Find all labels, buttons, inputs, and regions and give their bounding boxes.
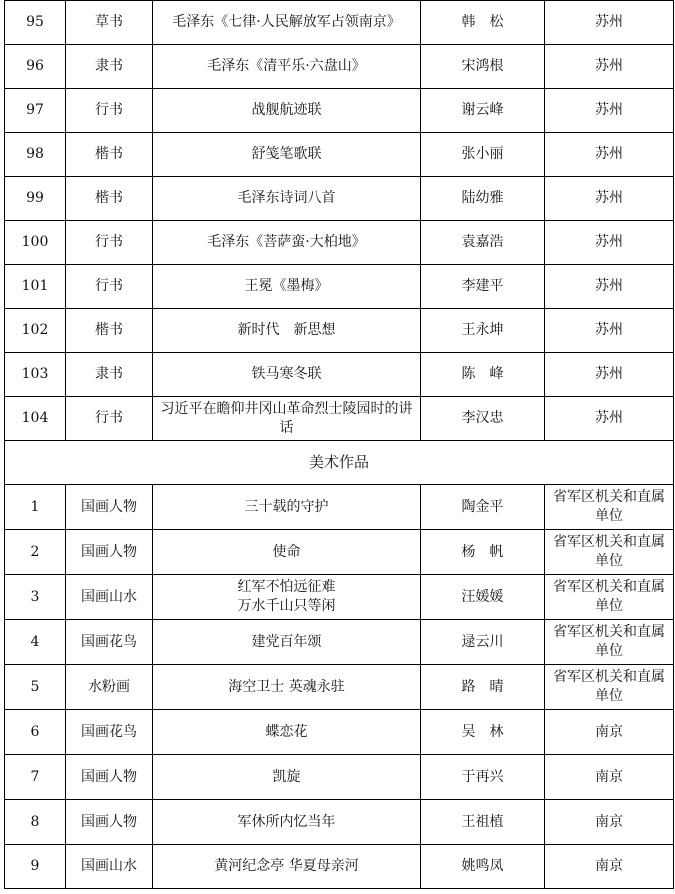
cell-author: 路 晴 — [421, 665, 545, 710]
cell-number: 95 — [5, 1, 66, 45]
table-row — [5, 309, 674, 353]
cell-number: 1 — [5, 485, 66, 530]
cell-region: 苏州 — [545, 89, 674, 133]
cell-region: 南京 — [545, 845, 674, 889]
cell-region: 苏州 — [545, 133, 674, 177]
cell-region: 南京 — [545, 755, 674, 800]
cell-category: 行书 — [66, 397, 153, 441]
cell-author: 王永坤 — [421, 309, 545, 353]
cell-region: 南京 — [545, 710, 674, 755]
cell-title: 凯旋 — [153, 755, 421, 800]
cell-number: 97 — [5, 89, 66, 133]
cell-region: 苏州 — [545, 177, 674, 221]
section-header-row — [5, 441, 674, 485]
table-row — [5, 755, 674, 800]
cell-category: 国画人物 — [66, 530, 153, 575]
table-row — [5, 1, 674, 45]
cell-author: 于再兴 — [421, 755, 545, 800]
cell-number: 99 — [5, 177, 66, 221]
cell-author: 杨 帆 — [421, 530, 545, 575]
cell-number: 7 — [5, 755, 66, 800]
cell-category: 国画山水 — [66, 575, 153, 620]
table-row — [5, 353, 674, 397]
cell-category: 楷书 — [66, 133, 153, 177]
cell-number: 9 — [5, 845, 66, 889]
cell-region: 苏州 — [545, 45, 674, 89]
cell-author: 姚鸣凤 — [421, 845, 545, 889]
cell-author: 逯云川 — [421, 620, 545, 665]
cell-region: 苏州 — [545, 1, 674, 45]
cell-author: 韩 松 — [421, 1, 545, 45]
cell-title: 海空卫士 英魂永驻 — [153, 665, 421, 710]
cell-title: 毛泽东《菩萨蛮·大柏地》 — [153, 221, 421, 265]
cell-title: 毛泽东诗词八首 — [153, 177, 421, 221]
cell-title: 毛泽东《七律·人民解放军占领南京》 — [153, 1, 421, 45]
table-row — [5, 485, 674, 530]
cell-author: 宋鸿根 — [421, 45, 545, 89]
cell-author: 张小丽 — [421, 133, 545, 177]
cell-region: 南京 — [545, 800, 674, 845]
cell-category: 行书 — [66, 221, 153, 265]
cell-title: 三十载的守护 — [153, 485, 421, 530]
cell-title: 王冕《墨梅》 — [153, 265, 421, 309]
cell-category: 国画人物 — [66, 755, 153, 800]
cell-title: 红军不怕远征难 万水千山只等闲 — [153, 575, 421, 620]
cell-number: 5 — [5, 665, 66, 710]
table-row — [5, 177, 674, 221]
cell-number: 103 — [5, 353, 66, 397]
cell-region: 省军区机关和直属单位 — [545, 485, 674, 530]
cell-author: 袁嘉浩 — [421, 221, 545, 265]
cell-region: 苏州 — [545, 397, 674, 441]
cell-category: 国画山水 — [66, 845, 153, 889]
art-section — [5, 485, 674, 889]
table-row — [5, 845, 674, 889]
cell-number: 2 — [5, 530, 66, 575]
cell-author: 陈 峰 — [421, 353, 545, 397]
table-row — [5, 45, 674, 89]
table-row — [5, 800, 674, 845]
table-row — [5, 89, 674, 133]
cell-title: 铁马寒冬联 — [153, 353, 421, 397]
cell-category: 楷书 — [66, 177, 153, 221]
cell-number: 6 — [5, 710, 66, 755]
cell-category: 行书 — [66, 265, 153, 309]
table-row — [5, 221, 674, 265]
cell-region: 苏州 — [545, 353, 674, 397]
cell-category: 国画花鸟 — [66, 620, 153, 665]
cell-title: 军休所内忆当年 — [153, 800, 421, 845]
cell-title: 毛泽东《清平乐·六盘山》 — [153, 45, 421, 89]
cell-author: 汪媛媛 — [421, 575, 545, 620]
calligraphy-section — [5, 1, 674, 441]
table-row — [5, 265, 674, 309]
table-row — [5, 133, 674, 177]
cell-category: 行书 — [66, 89, 153, 133]
cell-title: 建党百年颂 — [153, 620, 421, 665]
section-title: 美术作品 — [5, 441, 674, 485]
cell-number: 4 — [5, 620, 66, 665]
cell-author: 李汉忠 — [421, 397, 545, 441]
cell-author: 谢云峰 — [421, 89, 545, 133]
cell-title: 使命 — [153, 530, 421, 575]
cell-category: 隶书 — [66, 45, 153, 89]
cell-region: 苏州 — [545, 221, 674, 265]
cell-number: 100 — [5, 221, 66, 265]
cell-region: 省军区机关和直属单位 — [545, 575, 674, 620]
cell-title: 舒笺笔歌联 — [153, 133, 421, 177]
cell-number: 98 — [5, 133, 66, 177]
cell-title: 新时代 新思想 — [153, 309, 421, 353]
cell-region: 省军区机关和直属单位 — [545, 620, 674, 665]
cell-category: 国画人物 — [66, 485, 153, 530]
art-section-heading — [5, 441, 674, 485]
cell-title: 习近平在瞻仰井冈山革命烈士陵园时的讲话 — [153, 397, 421, 441]
cell-author: 李建平 — [421, 265, 545, 309]
cell-region: 苏州 — [545, 265, 674, 309]
cell-region: 省军区机关和直属单位 — [545, 530, 674, 575]
cell-category: 隶书 — [66, 353, 153, 397]
cell-region: 苏州 — [545, 309, 674, 353]
cell-category: 水粉画 — [66, 665, 153, 710]
cell-number: 96 — [5, 45, 66, 89]
cell-number: 101 — [5, 265, 66, 309]
cell-category: 国画花鸟 — [66, 710, 153, 755]
works-table — [4, 0, 674, 889]
cell-number: 104 — [5, 397, 66, 441]
table-row — [5, 530, 674, 575]
table-row — [5, 575, 674, 620]
cell-region: 省军区机关和直属单位 — [545, 665, 674, 710]
table-row — [5, 620, 674, 665]
cell-author: 吴 林 — [421, 710, 545, 755]
cell-title: 蝶恋花 — [153, 710, 421, 755]
cell-title: 战舰航迹联 — [153, 89, 421, 133]
table-row — [5, 665, 674, 710]
cell-number: 8 — [5, 800, 66, 845]
table-row — [5, 710, 674, 755]
cell-author: 陶金平 — [421, 485, 545, 530]
cell-number: 102 — [5, 309, 66, 353]
cell-category: 国画人物 — [66, 800, 153, 845]
cell-number: 3 — [5, 575, 66, 620]
cell-category: 楷书 — [66, 309, 153, 353]
cell-category: 草书 — [66, 1, 153, 45]
cell-author: 陆幼雅 — [421, 177, 545, 221]
cell-title: 黄河纪念亭 华夏母亲河 — [153, 845, 421, 889]
table-row — [5, 397, 674, 441]
cell-author: 王祖植 — [421, 800, 545, 845]
